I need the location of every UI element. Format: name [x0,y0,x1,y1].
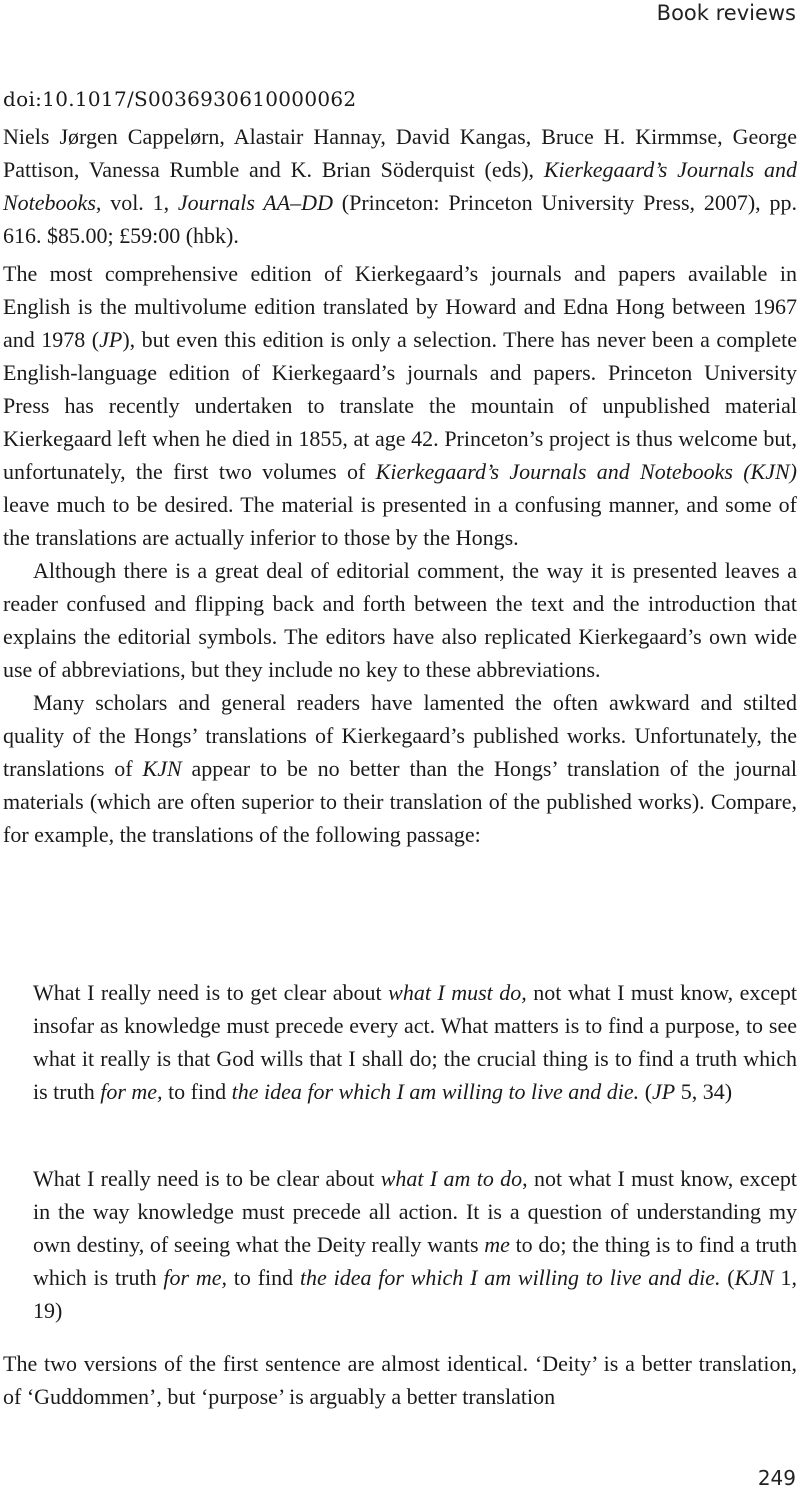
quote-emphasis: for me, [100,1079,163,1104]
review-body [3,257,797,851]
page-number: 249 [757,1466,796,1490]
paragraph-text: Many scholars and general readers have lamented the often awkward and stilted quality of the Hongs’ translations of Kierkegaard’s published works. Unfortunately, the translations of [3,690,797,781]
quote-text: , not what I must know, except in the way knowledge must precede all action. It is a question of understanding my own destiny, of seeing what the Deity really wants [33,1166,797,1257]
paragraph-text: leave much to be desired. The material is presented in a confusing manner, and some of the translations are actually inferior to those by the Hongs. [3,492,797,550]
quote-text: not what I must know, except insofar as knowledge must precede every act. What matters is to find a purpose, to see what it really is that God wills that I shall do; the crucial thing is to find a truth which is truth [33,980,797,1104]
paragraph-1 [3,257,797,554]
doi-line: doi:10.1017/S0036930610000062 [3,87,357,111]
quote-emphasis: the idea for which I am willing to live and die. [231,1079,640,1104]
abbrev-jp: JP [99,327,123,352]
quote-text: What I really need is to get clear about [33,980,389,1005]
quote-emphasis: what I must do, [388,980,527,1005]
running-head: Book reviews [656,1,796,25]
quote-emphasis: what I am to do [380,1166,523,1191]
quote-text: ( [639,1079,653,1104]
paragraph-3 [3,686,797,851]
quote-emphasis: for me, [163,1265,227,1290]
citation-volume-title: Journals AA–DD [177,190,333,215]
block-quote-kjn [33,1162,797,1327]
quote-text: to find [227,1265,300,1290]
quote-text: What I really need is to be clear about [33,1166,381,1191]
quote-text: ( [720,1265,735,1290]
abbrev-kjn: KJN [142,756,182,781]
citation-editors: Niels Jørgen Cappelørn, Alastair Hannay, David Kangas, Bruce H. Kirmmse, George Pattison, Vanessa Rumble and K. Brian Söderquist (eds), [3,124,797,182]
quote-reference: 5, 34) [675,1079,733,1104]
quote-text: to find [162,1079,232,1104]
closing-paragraph [3,1347,797,1413]
paragraph-text: The most comprehensive edition of Kierkegaard’s journals and papers available in English is the multivolume edition translated by Howard and Edna Hong between 1967 and 1978 ( [3,261,797,352]
citation-publication: (Princeton: Princeton University Press, 2007), pp. 616. $85.00; £59:00 (hbk). [3,190,797,248]
quote-emphasis: the idea for which I am willing to live and die. [299,1265,721,1290]
quote-source: JP [652,1079,676,1104]
quote-emphasis: me [484,1232,510,1257]
paragraph-4: The two versions of the first sentence are almost identical. ‘Deity’ is a better translation, of ‘Guddommen’, but ‘purpose’ is arguably a better translation [3,1351,797,1409]
block-quote-jp [33,976,797,1108]
paragraph-text: appear to be no better than the Hongs’ translation of the journal materials (which are often superior to their translation of the published works). Compare, for example, the translations of the following passage: [3,756,797,847]
quote-reference: 1, 19) [33,1265,797,1323]
quote-text: to do; the thing is to find a truth which is truth [33,1232,797,1290]
citation-book-title: Kierkegaard’s Journals and Notebooks [3,157,797,215]
paragraph-2: Although there is a great deal of editorial comment, the way it is presented leaves a reader confused and flipping back and forth between the text and the introduction that explains the editorial symbols. The editors have also replicated Kierkegaard’s own wide use of abbreviations, but they include no key to these abbreviations. [3,558,797,682]
book-title-kjn: Kierkegaard’s Journals and Notebooks (KJN) [375,459,797,484]
book-citation [3,120,797,252]
paragraph-text: ), but even this edition is only a selection. There has never been a complete English-language edition of Kierkegaard’s journals and papers. Princeton University Press has recently undertaken to translate the mountain of unpublished material Kierkegaard left when he died in 1855, at age 42. Princeton’s project is thus welcome but, unfortunately, the first two volumes of [3,327,797,484]
quote-source: KJN [734,1265,774,1290]
citation-volume: , vol. 1, [95,190,178,215]
